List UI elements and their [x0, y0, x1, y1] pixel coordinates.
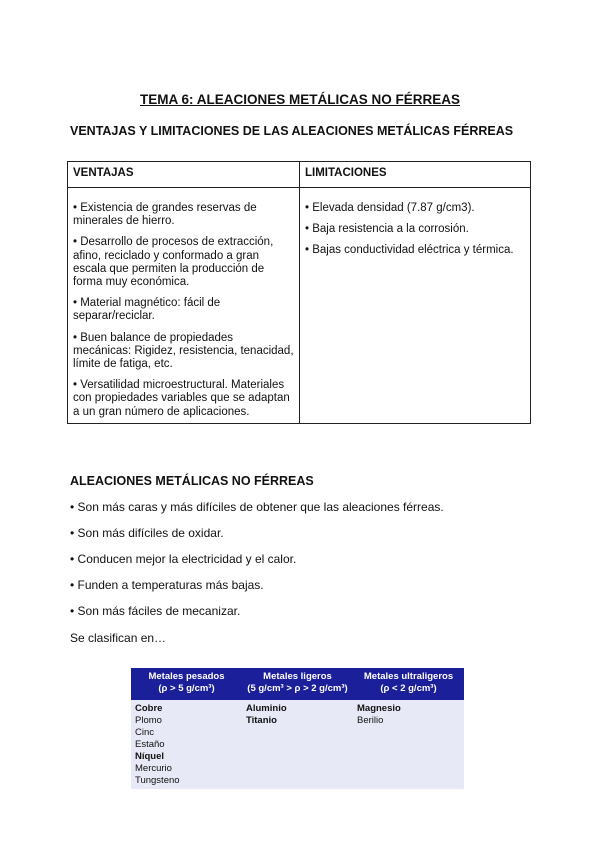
list-item: • Son más caras y más difíciles de obtener que las aleaciones férreas.	[70, 500, 444, 514]
list-item: • Son más fáciles de mecanizar.	[70, 604, 241, 618]
col-title: Metales pesados	[148, 671, 225, 682]
metal-item: Aluminio	[246, 703, 287, 714]
list-item: • Son más difíciles de oxidar.	[70, 526, 224, 540]
table-header-row	[68, 162, 531, 188]
ventajas-cell	[68, 188, 300, 424]
metal-item: Titanio	[246, 715, 277, 726]
ventaja-item: • Versatilidad microestructural. Materiales con propiedades variables que se adaptan a un gran número de aplicaciones.	[73, 379, 290, 418]
col-ultraligeros	[353, 700, 464, 789]
col-ligeros-header	[242, 668, 353, 700]
col-pesados	[131, 700, 242, 789]
page-title: TEMA 6: ALEACIONES METÁLICAS NO FÉRREAS	[139, 92, 460, 107]
col-range: (ρ > 5 g/cm³)	[158, 683, 215, 694]
col-title: Metales ultraligeros	[363, 671, 454, 682]
metal-item: Berilio	[357, 715, 384, 726]
limitacion-item: • Baja resistencia a la corrosión.	[305, 223, 469, 236]
section-subtitle: VENTAJAS Y LIMITACIONES DE LAS ALEACIONES METÁLICAS FÉRREAS	[70, 124, 514, 138]
list-item: • Conducen mejor la electricidad y el calor.	[70, 552, 297, 566]
col-ligeros	[242, 700, 353, 789]
intro-text: Se clasifican en…	[70, 631, 167, 645]
limitaciones-cell	[300, 188, 531, 424]
metal-item: Níquel	[135, 751, 165, 762]
property-list	[70, 500, 444, 630]
metal-item: Mercurio	[135, 763, 172, 774]
header-ventajas: VENTAJAS	[68, 162, 300, 188]
classification-table	[131, 668, 464, 789]
list-item: • Funden a temperaturas más bajas.	[70, 578, 264, 592]
metal-item: Magnesio	[357, 703, 401, 714]
section-heading: ALEACIONES METÁLICAS NO FÉRREAS	[70, 474, 314, 488]
ventaja-item: • Material magnético: fácil de separar/reciclar.	[73, 297, 221, 323]
metal-item: Tungsteno	[135, 775, 180, 786]
metal-item: Plomo	[135, 715, 162, 726]
limitacion-item: • Elevada densidad (7.87 g/cm3).	[305, 202, 475, 214]
classification-body	[131, 700, 464, 789]
col-range: (5 g/cm³ > ρ > 2 g/cm³)	[247, 683, 348, 694]
metal-item: Cobre	[135, 703, 163, 714]
col-pesados-header	[131, 668, 242, 700]
table-row	[68, 188, 531, 424]
metal-item: Estaño	[135, 739, 165, 750]
limitacion-item: • Bajas conductividad eléctrica y térmica.	[305, 244, 514, 257]
classification-header	[131, 668, 464, 700]
ventaja-item: • Desarrollo de procesos de extracción, afino, reciclado y conformado a gran escala que permiten la producción de forma muy económica.	[73, 236, 274, 289]
ventaja-item: • Buen balance de propiedades mecánicas: Rigidez, resistencia, tenacidad, límite de fatiga, etc.	[73, 331, 294, 371]
ventaja-item: • Existencia de grandes reservas de minerales de hierro.	[73, 202, 257, 228]
col-ultraligeros-header	[353, 668, 464, 700]
col-range: (ρ < 2 g/cm³)	[380, 683, 437, 694]
header-limitaciones: LIMITACIONES	[300, 162, 531, 188]
comparison-table	[67, 161, 531, 424]
col-title: Metales ligeros	[263, 671, 332, 682]
metal-item: Cinc	[135, 727, 155, 738]
